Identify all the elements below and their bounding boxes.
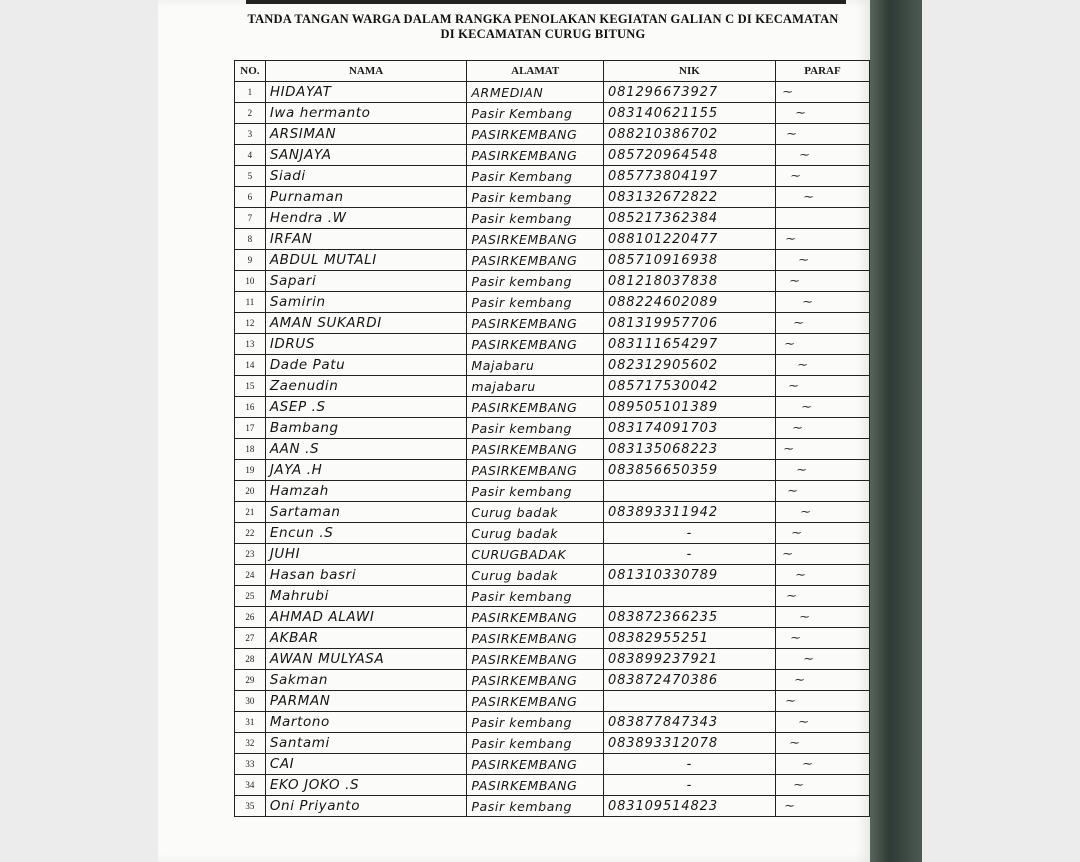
table-row [235, 460, 870, 481]
table-row [235, 187, 870, 208]
address-cell: PASIRKEMBANG [467, 250, 604, 271]
row-number: 21 [235, 502, 266, 523]
address-cell: ARMEDIAN [467, 82, 604, 103]
name-cell: JUHI [265, 544, 467, 565]
name-cell: IRFAN [265, 229, 467, 250]
title-line-1: TANDA TANGAN WARGA DALAM RANGKA PENOLAKAN KEGIATAN GALIAN C DI KECAMATAN [247, 12, 839, 26]
row-number: 32 [235, 733, 266, 754]
address-cell: Curug badak [467, 523, 604, 544]
address-cell: Pasir kembang [467, 481, 604, 502]
signature-scribble: ~ [800, 295, 814, 309]
name-cell: Iwa hermanto [265, 103, 467, 124]
signature-cell [775, 124, 869, 145]
name-cell: Siadi [265, 166, 467, 187]
signature-scribble: ~ [789, 526, 803, 540]
address-cell: PASIRKEMBANG [467, 439, 604, 460]
signature-cell [775, 544, 869, 565]
signature-scribble: ~ [787, 736, 801, 750]
table-row [235, 481, 870, 502]
table-row [235, 502, 870, 523]
signature-scribble: ~ [801, 190, 815, 204]
row-number: 28 [235, 649, 266, 670]
table-row [235, 397, 870, 418]
signature-cell [775, 82, 869, 103]
row-number: 11 [235, 292, 266, 313]
signature-scribble: ~ [783, 694, 797, 708]
row-number: 1 [235, 82, 266, 103]
row-number: 17 [235, 418, 266, 439]
nik-cell: 08382955251 [603, 628, 775, 649]
signature-scribble: ~ [785, 484, 799, 498]
signature-cell [775, 712, 869, 733]
signature-cell [775, 607, 869, 628]
name-cell: Zaenudin [265, 376, 467, 397]
address-cell: PASIRKEMBANG [467, 628, 604, 649]
table-row [235, 712, 870, 733]
nik-cell: 085217362384 [603, 208, 775, 229]
signature-scribble: ~ [784, 589, 798, 603]
signature-scribble: ~ [791, 778, 805, 792]
signature-scribble: ~ [801, 652, 815, 666]
row-number: 16 [235, 397, 266, 418]
signature-table [234, 60, 870, 817]
signature-cell [775, 397, 869, 418]
address-cell: PASIRKEMBANG [467, 775, 604, 796]
signature-cell [775, 313, 869, 334]
name-cell: AKBAR [265, 628, 467, 649]
name-cell: Bambang [265, 418, 467, 439]
table-row [235, 355, 870, 376]
nik-cell: 083872366235 [603, 607, 775, 628]
signature-scribble: ~ [796, 715, 810, 729]
nik-cell: 081319957706 [603, 313, 775, 334]
nik-cell [603, 481, 775, 502]
nik-cell: - [603, 754, 775, 775]
nik-cell: 089505101389 [603, 397, 775, 418]
row-number: 14 [235, 355, 266, 376]
row-number: 18 [235, 439, 266, 460]
address-cell: Pasir kembang [467, 586, 604, 607]
name-cell: ARSIMAN [265, 124, 467, 145]
name-cell: Sakman [265, 670, 467, 691]
signature-cell [775, 460, 869, 481]
row-number: 10 [235, 271, 266, 292]
signature-cell [775, 586, 869, 607]
row-number: 31 [235, 712, 266, 733]
address-cell: PASIRKEMBANG [467, 649, 604, 670]
table-row [235, 628, 870, 649]
address-cell: PASIRKEMBANG [467, 145, 604, 166]
nik-cell: 085710916938 [603, 250, 775, 271]
signature-scribble: ~ [780, 547, 794, 561]
row-number: 23 [235, 544, 266, 565]
header-nik: NIK [603, 61, 775, 82]
signature-sheet [158, 0, 870, 862]
signature-cell [775, 481, 869, 502]
signature-scribble: ~ [791, 316, 805, 330]
table-row [235, 565, 870, 586]
signature-scribble: ~ [798, 505, 812, 519]
document-title [228, 12, 858, 42]
table-row [235, 124, 870, 145]
name-cell: AMAN SUKARDI [265, 313, 467, 334]
address-cell: PASIRKEMBANG [467, 124, 604, 145]
address-cell: PASIRKEMBANG [467, 460, 604, 481]
nik-cell: - [603, 523, 775, 544]
address-cell: Pasir Kembang [467, 166, 604, 187]
signature-cell [775, 229, 869, 250]
signature-cell [775, 691, 869, 712]
signature-cell [775, 271, 869, 292]
name-cell: Sartaman [265, 502, 467, 523]
name-cell: IDRUS [265, 334, 467, 355]
name-cell: Hasan basri [265, 565, 467, 586]
row-number: 3 [235, 124, 266, 145]
signature-scribble: ~ [788, 169, 802, 183]
address-cell: Pasir kembang [467, 271, 604, 292]
table-row [235, 796, 870, 817]
nik-cell: 081310330789 [603, 565, 775, 586]
nik-cell: 088210386702 [603, 124, 775, 145]
nik-cell: - [603, 775, 775, 796]
surface-edge [868, 0, 922, 862]
signature-scribble: ~ [781, 442, 795, 456]
name-cell: Sapari [265, 271, 467, 292]
address-cell: Majabaru [467, 355, 604, 376]
name-cell: Hamzah [265, 481, 467, 502]
name-cell: Hendra .W [265, 208, 467, 229]
top-rule [246, 0, 846, 4]
nik-cell: 083135068223 [603, 439, 775, 460]
address-cell: CURUGBADAK [467, 544, 604, 565]
signature-scribble: ~ [787, 274, 801, 288]
signature-scribble: ~ [786, 379, 800, 393]
address-cell: Pasir kembang [467, 187, 604, 208]
signature-cell [775, 523, 869, 544]
row-number: 19 [235, 460, 266, 481]
signature-cell [775, 565, 869, 586]
nik-cell: 088224602089 [603, 292, 775, 313]
signature-cell [775, 439, 869, 460]
table-row [235, 145, 870, 166]
signature-cell [775, 334, 869, 355]
signature-cell [775, 250, 869, 271]
signature-cell [775, 208, 869, 229]
row-number: 25 [235, 586, 266, 607]
signature-cell [775, 166, 869, 187]
row-number: 13 [235, 334, 266, 355]
signature-scribble: ~ [796, 253, 810, 267]
nik-cell: 083111654297 [603, 334, 775, 355]
row-number: 5 [235, 166, 266, 187]
table-row [235, 418, 870, 439]
address-cell: PASIRKEMBANG [467, 313, 604, 334]
row-number: 12 [235, 313, 266, 334]
signature-scribble: ~ [782, 337, 796, 351]
name-cell: EKO JOKO .S [265, 775, 467, 796]
address-cell: Pasir kembang [467, 712, 604, 733]
row-number: 33 [235, 754, 266, 775]
nik-cell: 081218037838 [603, 271, 775, 292]
signature-cell [775, 628, 869, 649]
row-number: 4 [235, 145, 266, 166]
header-alamat: ALAMAT [467, 61, 604, 82]
address-cell: PASIRKEMBANG [467, 229, 604, 250]
nik-cell: 083109514823 [603, 796, 775, 817]
table-row [235, 670, 870, 691]
name-cell: AAN .S [265, 439, 467, 460]
address-cell: Pasir kembang [467, 208, 604, 229]
name-cell: SANJAYA [265, 145, 467, 166]
table-row [235, 313, 870, 334]
table-row [235, 166, 870, 187]
signature-scribble: ~ [793, 106, 807, 120]
table-row [235, 691, 870, 712]
signature-cell [775, 145, 869, 166]
table-row [235, 376, 870, 397]
signature-cell [775, 355, 869, 376]
signature-cell [775, 775, 869, 796]
nik-cell [603, 586, 775, 607]
nik-cell: 081296673927 [603, 82, 775, 103]
address-cell: Pasir Kembang [467, 103, 604, 124]
table-row [235, 103, 870, 124]
row-number: 20 [235, 481, 266, 502]
signature-scribble: ~ [794, 463, 808, 477]
nik-cell: - [603, 544, 775, 565]
signature-cell [775, 796, 869, 817]
signature-scribble: ~ [788, 631, 802, 645]
row-number: 29 [235, 670, 266, 691]
row-number: 35 [235, 796, 266, 817]
signature-cell [775, 670, 869, 691]
signature-table-wrapper [234, 60, 870, 817]
row-number: 8 [235, 229, 266, 250]
signature-cell [775, 754, 869, 775]
nik-cell: 083899237921 [603, 649, 775, 670]
row-number: 22 [235, 523, 266, 544]
row-number: 34 [235, 775, 266, 796]
signature-scribble: ~ [782, 799, 796, 813]
nik-cell: 082312905602 [603, 355, 775, 376]
table-row [235, 733, 870, 754]
header-no: NO. [235, 61, 266, 82]
signature-cell [775, 292, 869, 313]
address-cell: Curug badak [467, 502, 604, 523]
signature-scribble: ~ [790, 421, 804, 435]
address-cell: Pasir kembang [467, 418, 604, 439]
address-cell: PASIRKEMBANG [467, 670, 604, 691]
table-row [235, 754, 870, 775]
table-row [235, 586, 870, 607]
name-cell: JAYA .H [265, 460, 467, 481]
table-row [235, 208, 870, 229]
nik-cell: 083856650359 [603, 460, 775, 481]
signature-cell [775, 502, 869, 523]
nik-cell: 083872470386 [603, 670, 775, 691]
table-row [235, 292, 870, 313]
signature-scribble: ~ [793, 568, 807, 582]
table-row [235, 271, 870, 292]
right-background [922, 0, 1080, 862]
signature-cell [775, 733, 869, 754]
nik-cell: 085720964548 [603, 145, 775, 166]
signature-scribble: ~ [797, 148, 811, 162]
address-cell: PASIRKEMBANG [467, 397, 604, 418]
table-row [235, 439, 870, 460]
table-row [235, 334, 870, 355]
table-row [235, 607, 870, 628]
signature-scribble: ~ [800, 757, 814, 771]
table-row [235, 82, 870, 103]
nik-cell: 085717530042 [603, 376, 775, 397]
row-number: 7 [235, 208, 266, 229]
name-cell: ABDUL MUTALI [265, 250, 467, 271]
address-cell: majabaru [467, 376, 604, 397]
signature-scribble: ~ [799, 400, 813, 414]
nik-cell: 083893311942 [603, 502, 775, 523]
name-cell: HIDAYAT [265, 82, 467, 103]
name-cell: Samirin [265, 292, 467, 313]
name-cell: AWAN MULYASA [265, 649, 467, 670]
table-row [235, 775, 870, 796]
name-cell: ASEP .S [265, 397, 467, 418]
signature-cell [775, 376, 869, 397]
name-cell: Dade Patu [265, 355, 467, 376]
nik-cell: 083877847343 [603, 712, 775, 733]
row-number: 9 [235, 250, 266, 271]
name-cell: CAI [265, 754, 467, 775]
table-header-row [235, 61, 870, 82]
signature-cell [775, 649, 869, 670]
left-background [0, 0, 158, 862]
name-cell: Martono [265, 712, 467, 733]
table-row [235, 649, 870, 670]
signature-scribble: ~ [795, 358, 809, 372]
row-number: 27 [235, 628, 266, 649]
signature-scribble: ~ [780, 85, 794, 99]
address-cell: PASIRKEMBANG [467, 691, 604, 712]
name-cell: Mahrubi [265, 586, 467, 607]
address-cell: PASIRKEMBANG [467, 334, 604, 355]
signature-scribble: ~ [783, 232, 797, 246]
signature-scribble: ~ [797, 610, 811, 624]
name-cell: Purnaman [265, 187, 467, 208]
row-number: 26 [235, 607, 266, 628]
row-number: 24 [235, 565, 266, 586]
name-cell: Santami [265, 733, 467, 754]
name-cell: PARMAN [265, 691, 467, 712]
nik-cell: 083140621155 [603, 103, 775, 124]
signature-cell [775, 103, 869, 124]
address-cell: Pasir kembang [467, 796, 604, 817]
signature-scribble: ~ [784, 127, 798, 141]
signature-cell [775, 418, 869, 439]
address-cell: Pasir kembang [467, 733, 604, 754]
table-row [235, 544, 870, 565]
table-row [235, 523, 870, 544]
name-cell: Oni Priyanto [265, 796, 467, 817]
address-cell: Curug badak [467, 565, 604, 586]
header-nama: NAMA [265, 61, 467, 82]
signature-scribble: ~ [792, 673, 806, 687]
row-number: 15 [235, 376, 266, 397]
nik-cell [603, 691, 775, 712]
row-number: 6 [235, 187, 266, 208]
nik-cell: 083174091703 [603, 418, 775, 439]
name-cell: AHMAD ALAWI [265, 607, 467, 628]
title-line-2: DI KECAMATAN CURUG BITUNG [440, 27, 646, 41]
signature-cell [775, 187, 869, 208]
nik-cell: 083893312078 [603, 733, 775, 754]
table-row [235, 229, 870, 250]
address-cell: Pasir kembang [467, 292, 604, 313]
address-cell: PASIRKEMBANG [467, 607, 604, 628]
table-body [235, 82, 870, 817]
row-number: 2 [235, 103, 266, 124]
nik-cell: 083132672822 [603, 187, 775, 208]
name-cell: Encun .S [265, 523, 467, 544]
table-row [235, 250, 870, 271]
address-cell: PASIRKEMBANG [467, 754, 604, 775]
nik-cell: 085773804197 [603, 166, 775, 187]
row-number: 30 [235, 691, 266, 712]
header-paraf: PARAF [775, 61, 869, 82]
nik-cell: 088101220477 [603, 229, 775, 250]
